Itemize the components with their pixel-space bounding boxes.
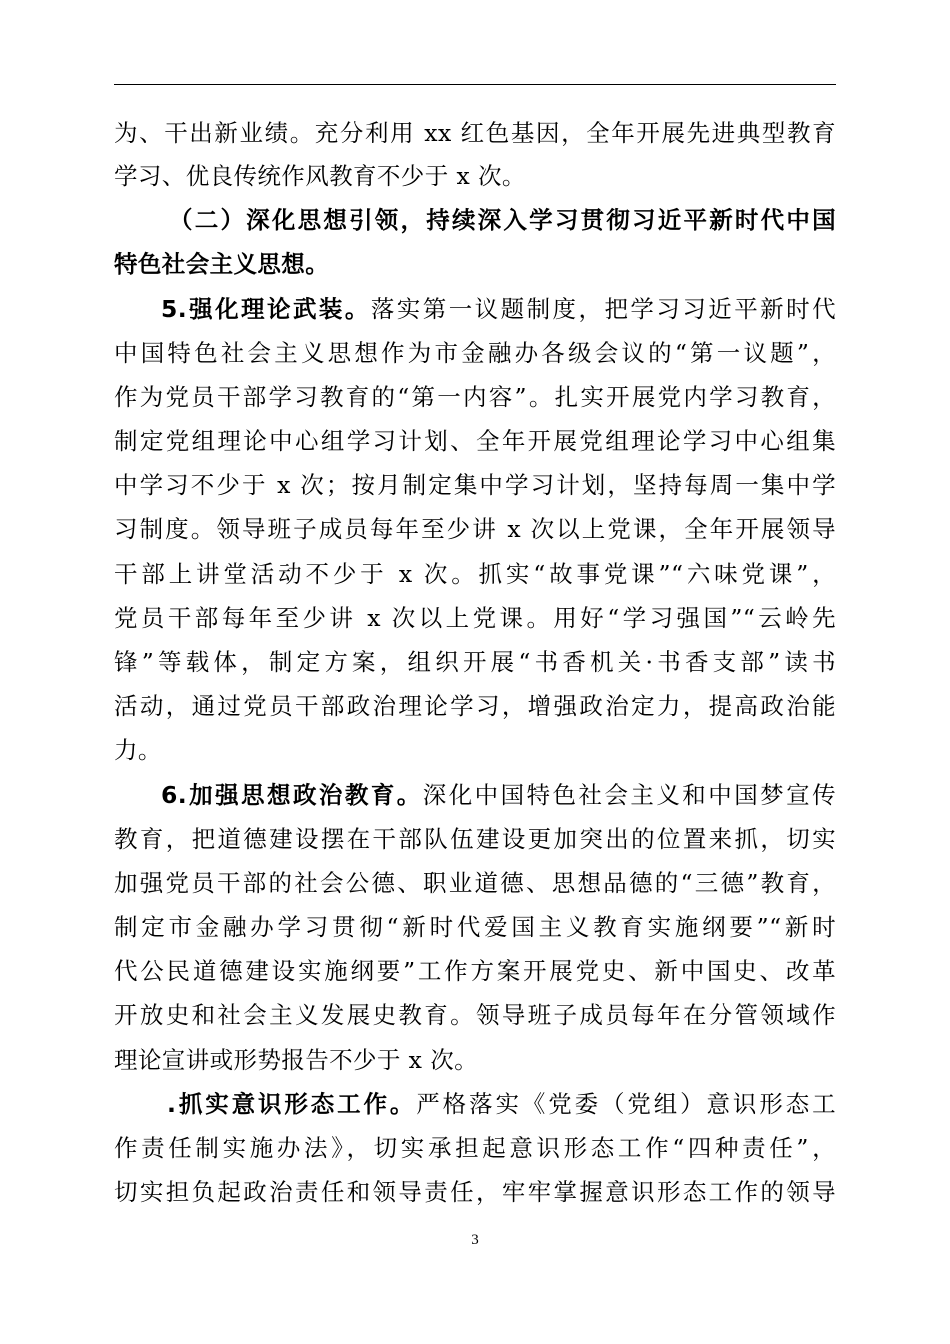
body-text: 中学习不少于 x 次；按月制定集中学习计划，坚持每周一集中学 bbox=[114, 471, 836, 499]
text-line bbox=[161, 772, 836, 818]
text-line bbox=[114, 816, 836, 862]
body-text: 活动，通过党员干部政治理论学习，增强政治定力，提高政治能 bbox=[114, 692, 836, 720]
text-line bbox=[114, 727, 836, 773]
text-line bbox=[114, 683, 836, 729]
body-text: 为、干出新业绩。充分利用 xx 红色基因，全年开展先进典型教育 bbox=[114, 119, 836, 147]
page-number: 3 bbox=[471, 1232, 479, 1248]
text-line bbox=[114, 1169, 836, 1215]
body-text: 加强党员干部的社会公德、职业道德、思想品德的“三德”教育， bbox=[114, 869, 836, 897]
text-line bbox=[114, 462, 836, 508]
bold-heading-text: 特色社会主义思想。 bbox=[114, 250, 330, 278]
bold-heading-text: 5.强化理论武装。 bbox=[161, 295, 371, 323]
body-text: 力。 bbox=[114, 736, 162, 764]
text-line bbox=[114, 110, 836, 156]
text-line bbox=[114, 241, 836, 287]
body-text: 习制度。领导班子成员每年至少讲 x 次以上党课，全年开展领导 bbox=[114, 515, 836, 543]
body-text: 中国特色社会主义思想作为市金融办各级会议的“第一议题”， bbox=[114, 339, 836, 367]
text-line bbox=[114, 153, 836, 199]
body-text: 深化中国特色社会主义和中国梦宣传 bbox=[422, 781, 836, 809]
body-text: 作为党员干部学习教育的“第一内容”。扎实开展党内学习教育， bbox=[114, 383, 836, 411]
body-text: 干部上讲堂活动不少于 x 次。抓实“故事党课”“六味党课”， bbox=[114, 560, 836, 588]
text-line bbox=[161, 286, 836, 332]
bold-heading-text: 6.加强思想政治教育。 bbox=[161, 781, 423, 809]
body-text: 开放史和社会主义发展史教育。领导班子成员每年在分管领域作 bbox=[114, 1001, 836, 1029]
bold-heading-text: （二）深化思想引领，持续深入学习贯彻习近平新时代中国 bbox=[169, 206, 836, 234]
body-text: 制定市金融办学习贯彻“新时代爱国主义教育实施纲要”“新时 bbox=[114, 913, 836, 941]
text-line bbox=[114, 374, 836, 420]
body-text: 制定党组理论中心组学习计划、全年开展党组理论学习中心组集 bbox=[114, 427, 836, 455]
body-text: 教育，把道德建设摆在干部队伍建设更加突出的位置来抓，切实 bbox=[114, 825, 836, 853]
body-text: 锋”等载体，制定方案，组织开展“书香机关·书香支部”读书 bbox=[114, 648, 836, 676]
body-text: 学习、优良传统作风教育不少于 x 次。 bbox=[114, 162, 526, 190]
text-line bbox=[114, 948, 836, 994]
body-text: 理论宣讲或形势报告不少于 x 次。 bbox=[114, 1046, 478, 1074]
header-rule bbox=[114, 84, 836, 85]
body-text: 党员干部每年至少讲 x 次以上党课。用好“学习强国”“云岭先 bbox=[114, 604, 836, 632]
text-line bbox=[114, 595, 836, 641]
text-line bbox=[169, 197, 836, 243]
body-text: 切实担负起政治责任和领导责任，牢牢掌握意识形态工作的领导 bbox=[114, 1178, 836, 1206]
text-line bbox=[114, 551, 836, 597]
text-line bbox=[114, 1037, 836, 1083]
bold-heading-text: .抓实意识形态工作。 bbox=[167, 1090, 417, 1118]
text-line bbox=[167, 1081, 836, 1127]
text-line bbox=[114, 330, 836, 376]
text-line bbox=[114, 639, 836, 685]
text-line bbox=[114, 992, 836, 1038]
text-line bbox=[114, 904, 836, 950]
body-text: 代公民道德建设实施纲要”工作方案开展党史、新中国史、改革 bbox=[114, 957, 836, 985]
body-text: 落实第一议题制度，把学习习近平新时代 bbox=[370, 295, 836, 323]
text-line bbox=[114, 1125, 836, 1171]
text-line bbox=[114, 418, 836, 464]
text-line bbox=[114, 860, 836, 906]
body-text: 严格落实《党委（党组）意识形态工 bbox=[416, 1090, 836, 1118]
body-text: 作责任制实施办法》，切实承担起意识形态工作“四种责任”， bbox=[114, 1134, 836, 1162]
text-line bbox=[114, 506, 836, 552]
